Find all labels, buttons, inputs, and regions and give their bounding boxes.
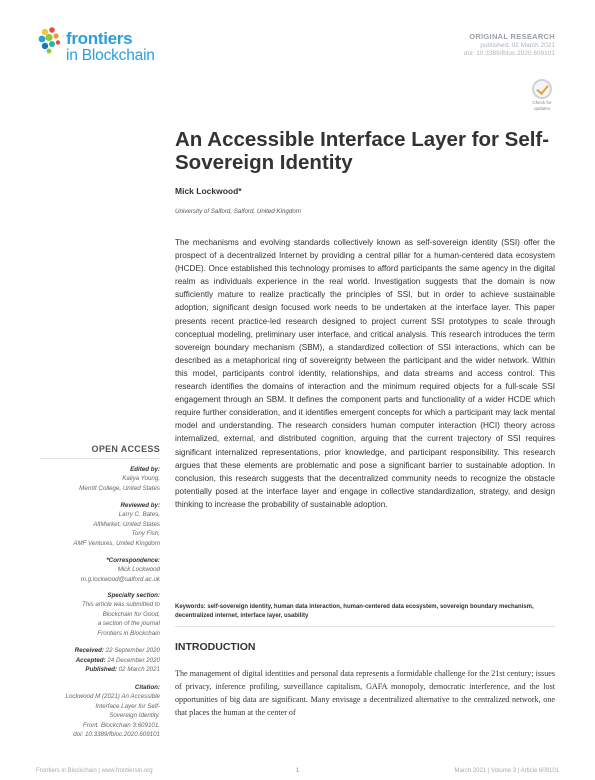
journal-logo[interactable] [36,26,176,66]
edited-by-label: Edited by: [130,466,160,473]
keywords-list: self-sovereign identity, human data interaction, human-centered data ecosystem, sovereign boundary mechanism, decentralized internet, interface layer, usability [175,604,534,619]
article-meta [464,32,555,57]
correspondence-block [40,557,160,584]
open-access-divider [40,458,160,459]
specialty-line: Frontiers in Blockchain [97,629,160,637]
reviewed-by-label: Reviewed by: [120,502,160,509]
received-date [40,646,160,656]
received-label: Received: [74,647,104,654]
intro-heading: INTRODUCTION [175,641,256,653]
crossmark-label-1: Check for [532,100,552,105]
specialty-line: a section of the journal [97,620,160,628]
footer-issue-info: March 2021 | Volume 3 | Article 609101 [454,768,559,774]
specialty-line: This article was submitted to [81,601,160,608]
correspondence-email[interactable]: m.g.lockwood@salford.ac.uk [80,575,160,583]
specialty-block [40,592,160,638]
dates-block [40,646,160,675]
intro-text: The management of digital identities and personal data represents a formidable challenge for the 21st century; issues of privacy, inference profiling, surveillance capitalism, GAFA monopoly, democratic interference, and the lost opportunities of big data are significant. Many envisage a decentralized alternative to the centralized network, one that places the human at the center of [175,669,555,718]
citation-line: Lockwood M (2021) An Accessible [65,693,160,700]
specialty-line: Blockchain for Good, [102,610,160,618]
article-type: ORIGINAL RESEARCH [469,32,555,41]
reviewer-affiliation: AltMarket, United States [93,520,160,528]
article-title: An Accessible Interface Layer for Self-Sovereign Identity [175,128,550,174]
citation-line: Sovereign Identity. [109,712,160,720]
check-updates-icon [532,79,552,99]
accepted-date [40,656,160,666]
abstract: The mechanisms and evolving standards collectively known as self-sovereign identity (SSI) offer the prospect of a decentralized Internet by providing a central pillar for a human-centered data ecosystem (HCDE). Once established this technology promises to afford participants the same agency in the digital realm as individuals experience in the real world. Investigation suggests that the domain is now sufficiently mature to realize practically the principles of SSI, but in order to achieve sustainable adoption, significant design focused work needs to be undertaken at the interface layer. This paper presents recent practice-led research designed to project current SSI prototypes to scale through conceptual modeling, preliminary user interface, and critical analysis. This research introduces the term sovereign boundary mechanism (SBM), a standardized collection of SSI interactions, which can be described as a metaphorical ring of sovereignty between the participant and the wider network. Within this model, participants control identity, relationships, and data streams and access control. This research identifies the domains of interaction and the minimum required objects for a full-scale SSI engagement through an SBM. It defines the component parts and functionality of a wider HCDE which require further consideration, and it identifies emergent concepts for which a participant may lack mental model and understanding. The research considers human computer interaction (HCI) theory across internalized, external, and distributed cognition, arguing that the current trajectory of SSI requires significant internalized representations, prior knowledge, and participant responsibility. This research argues that these elements are problematic and pose a significant barrier to sustainable adoption. In conclusion, this research suggests that the decentralized community needs to recognize the obstacle potentially posed at the interface layer and engage in collective standardization, strategy, and design thinking to increase the probability of sustainable adoption. [175,238,555,509]
reviewer-name[interactable]: Larry C. Bates, [118,511,160,518]
citation-line: Interface Layer for Self- [95,702,160,710]
editor-name[interactable]: Kaliya Young, [122,475,160,482]
citation-label: Citation: [134,684,160,691]
published-value: 02 March 2021 [118,666,160,674]
citation-block [40,684,160,740]
correspondence-name: Mick Lockwood [117,566,160,573]
citation-doi[interactable]: doi: 10.3389/fbloc.2020.609101 [73,731,160,739]
page-number: 1 [295,768,300,774]
reviewer-name[interactable]: Tony Fish, [131,530,160,538]
reviewer-affiliation: AMF Ventures, United Kingdom [73,539,160,547]
edited-by-block [40,466,160,493]
published-date: published: 02 March 2021 [480,42,555,49]
journal-name: in Blockchain [66,47,155,64]
specialty-label: Specialty section: [107,592,160,599]
footer-journal-link[interactable]: Frontiers in Blockchain | www.frontiersin.org [36,768,153,774]
editor-affiliation: Merritt College, United States [79,484,160,492]
accepted-value: 24 December 2020 [107,656,160,664]
keywords [175,603,555,621]
frontiers-logo-icon [36,26,66,56]
keywords-label: Keywords: [175,604,206,610]
keywords-divider [175,626,555,627]
citation-line: Front. Blockchain 3:609101. [82,721,160,729]
brand-name: frontiers [66,29,133,48]
published-label: Published: [85,666,117,674]
accepted-label: Accepted: [75,656,106,664]
received-value: 22 September 2020 [105,647,160,654]
correspondence-label: *Correspondence: [106,557,160,564]
author-name[interactable]: Mick Lockwood* [175,186,242,196]
crossmark-badge[interactable] [530,79,554,111]
crossmark-label-2: updates [533,106,550,111]
doi-link[interactable]: doi: 10.3389/fbloc.2020.609101 [463,50,555,57]
open-access-label[interactable]: OPEN ACCESS [91,444,160,454]
author-affiliation: University of Salford, Salford, United Kingdom [175,208,301,215]
published-date-side [40,665,160,675]
reviewed-by-block [40,502,160,548]
